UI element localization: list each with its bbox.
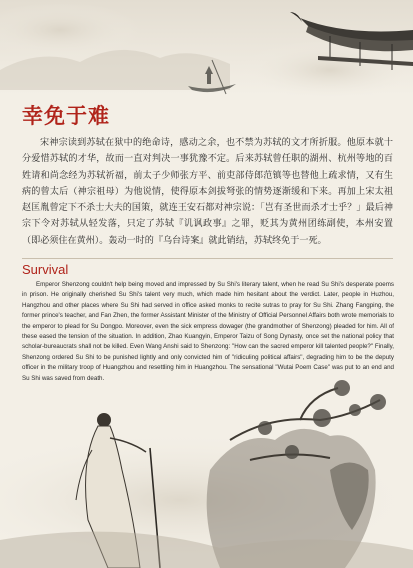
section-divider — [22, 258, 393, 259]
body-text-english: Emperor Shenzong couldn't help being moved and impressed by Su Shi's literary talent, when he read Su Shi's desperate poems in prison. He originally cherished Su Shi's talent very much, which made him hesitant about the verdict. Later, people in Huzhou, Hangzhou and other places where Su Shi had served in office asked monks to recite sutras to pray for Su Shi. Zhang Fangping, the former prince's teacher, and Fan Zhen, the former Assistant Minister of the Ministry of Official Personnel Affairs both wrote memorials to the emperor to plead for Su Dongpo. Moreover, even the sick empress dowager (the grandmother of Shenzong) pleaded for him. All of these eased the tension of the situation. In addition, Zhao Kuangyin, Emperor Taizu of Song Dynasty, once set the national policy that scholar-bureaucrats shall not be killed. Even Wang Anshi said to Shenzong: "How can the sacred emperor kill talented people?" Finally, Shenzong ordered Su Shi to be punished lightly and only convicted him of "ridiculing political affairs", degrading him to be the deputy officer in the military troop of Huangzhou and resettling him in Huangzhou. The sensational "Wutai Poem Case" was put to an end and Su Shi was saved from death. — [22, 281, 394, 382]
page-title-english: Survival — [22, 262, 69, 277]
scholar-painting — [0, 380, 413, 568]
page-title-chinese: 幸免于难 — [22, 103, 110, 128]
body-text-chinese: 宋神宗读到苏轼在狱中的绝命诗，感动之余，也不禁为苏轼的文才所折服。他原本就十分爱惜苏轼的才华，故而一直对判决一事犹豫不定。后来苏轼曾任职的湖州、杭州等地的百姓请和尚念经为苏轼祈福，前太子少师张方平、前吏部侍郎范镇等也替他上疏求情，又有生病的曾太后（神宗祖母）为他说情，使得原本剑拔弩张的情势逐渐缓和下来。再加上宋太祖赵匡胤曾定下不杀士大夫的国策，就连王安石都对神宗说：「岂有圣世而杀才士乎？」最后神宗下令对苏轼从轻发落，只定了苏轼『讥讽政事』之罪，贬其为黄州团练副使，本州安置（即必须住在黄州）。轰动一时的『乌台诗案』就此销结，苏轼终免于一死。 — [22, 138, 393, 246]
